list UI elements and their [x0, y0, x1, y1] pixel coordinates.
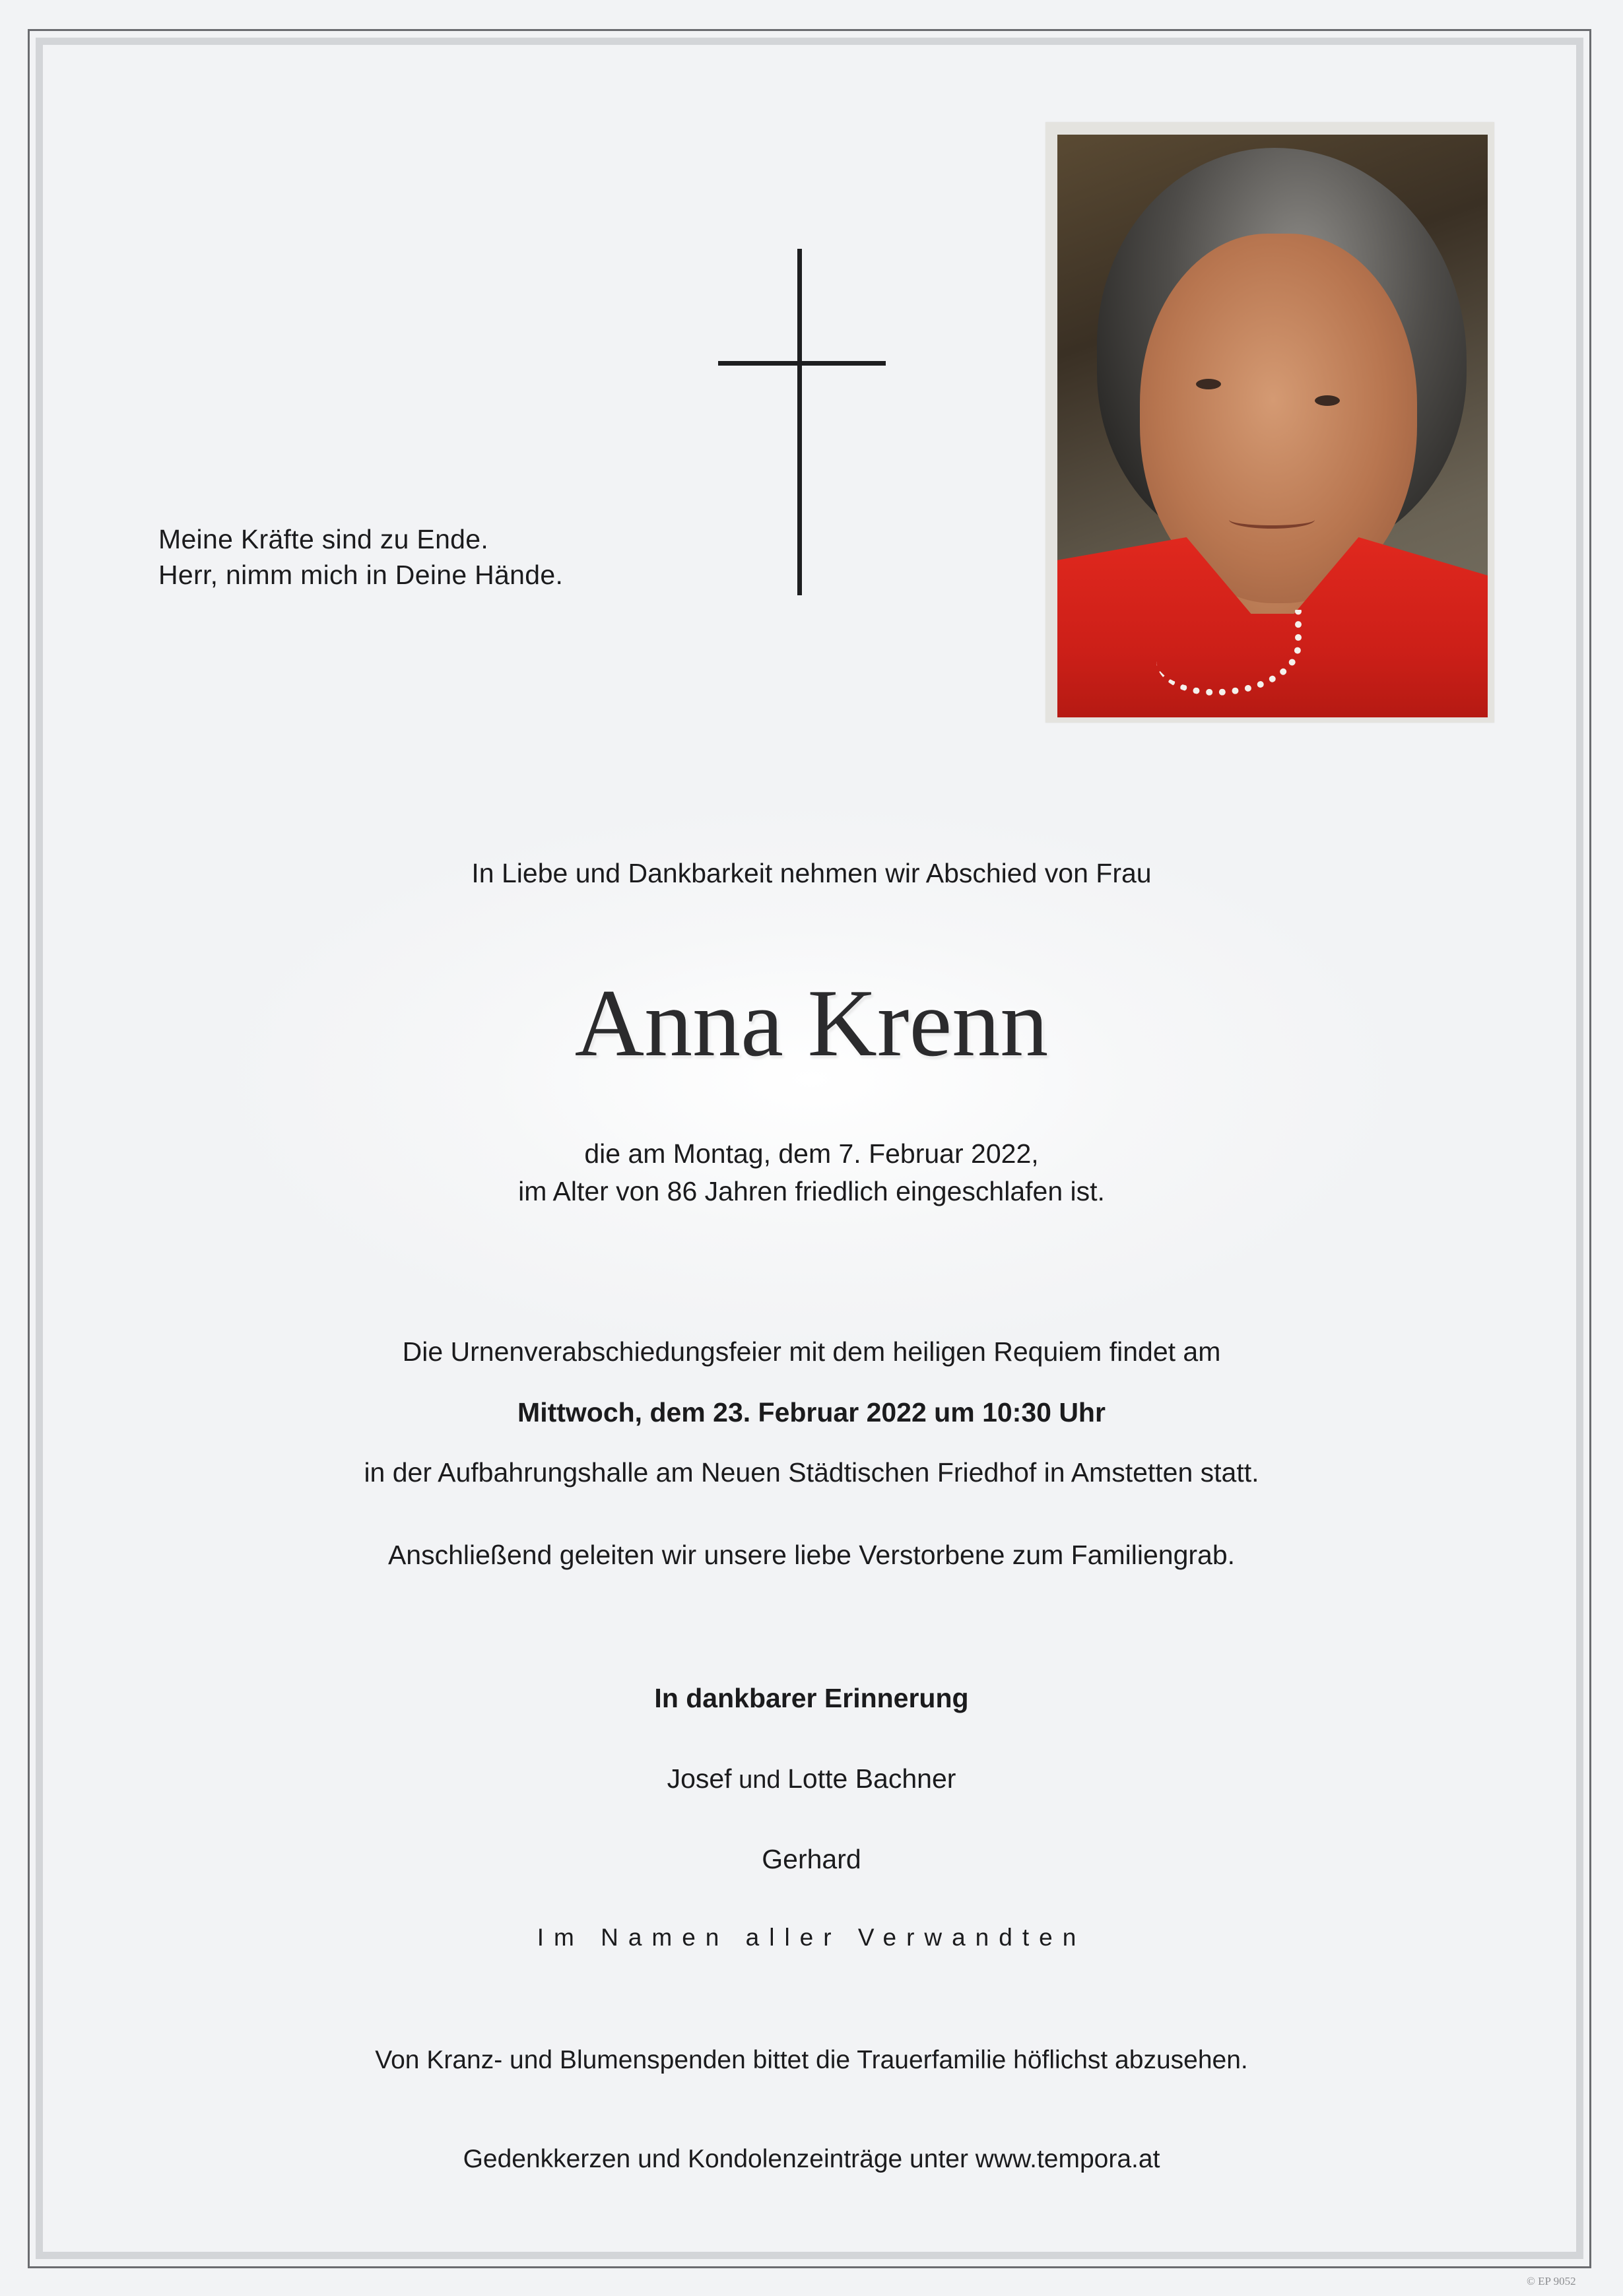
mourner-first-name: Josef: [667, 1763, 732, 1794]
burial-note: Anschließend geleiten wir unsere liebe Verstorbene zum Familiengrab.: [387, 1540, 1236, 1570]
mourner-joiner: und: [731, 1766, 788, 1794]
ceremony-intro: Die Urnenverabschiedungsfeier mit dem heiligen Requiem findet am: [402, 1336, 1221, 1367]
condolence-line: [0, 2145, 1623, 2174]
poem-line: Meine Kräfte sind zu Ende.: [158, 524, 489, 554]
mourner-name-rest: Lotte Bachner: [787, 1763, 956, 1794]
portrait-frame: [1045, 122, 1494, 723]
cross-vertical-bar: [797, 249, 802, 595]
death-date-line: die am Montag, dem 7. Februar 2022,: [584, 1138, 1039, 1169]
age-line: im Alter von 86 Jahren friedlich eingeschlafen ist.: [518, 1176, 1105, 1206]
mourner-family-2: Gerhard: [762, 1844, 861, 1874]
portrait-photo: [1057, 135, 1488, 717]
ceremony-location: in der Aufbahrungshalle am Neuen Städtischen Friedhof in Amstetten statt.: [364, 1457, 1259, 1488]
photo-eye-left: [1196, 379, 1221, 389]
condolence-prefix: Gedenkkerzen und Kondolenzeinträge unter: [463, 2145, 976, 2173]
cross-horizontal-bar: [718, 361, 886, 366]
photo-eye-right: [1315, 395, 1340, 406]
ceremony-datetime: Mittwoch, dem 23. Februar 2022 um 10:30 Uhr: [517, 1397, 1106, 1427]
relatives-line: Im Namen aller Verwandten: [537, 1924, 1086, 1951]
copyright-code: © EP 9052: [1527, 2275, 1576, 2287]
poem-verse: [158, 521, 563, 593]
deceased-name: Anna Krenn: [574, 969, 1049, 1076]
mourner-family-1: [0, 1763, 1623, 1794]
mourners-heading: In dankbarer Erinnerung: [654, 1683, 969, 1713]
poem-line: Herr, nimm mich in Deine Hände.: [158, 560, 564, 590]
flowers-note: Von Kranz- und Blumenspenden bittet die Trauerfamilie höflichst abzusehen.: [375, 2046, 1248, 2074]
photo-mouth: [1229, 511, 1315, 529]
condolence-link[interactable]: www.tempora.at: [975, 2145, 1160, 2173]
intro-text: In Liebe und Dankbarkeit nehmen wir Abschied von Frau: [471, 858, 1152, 888]
